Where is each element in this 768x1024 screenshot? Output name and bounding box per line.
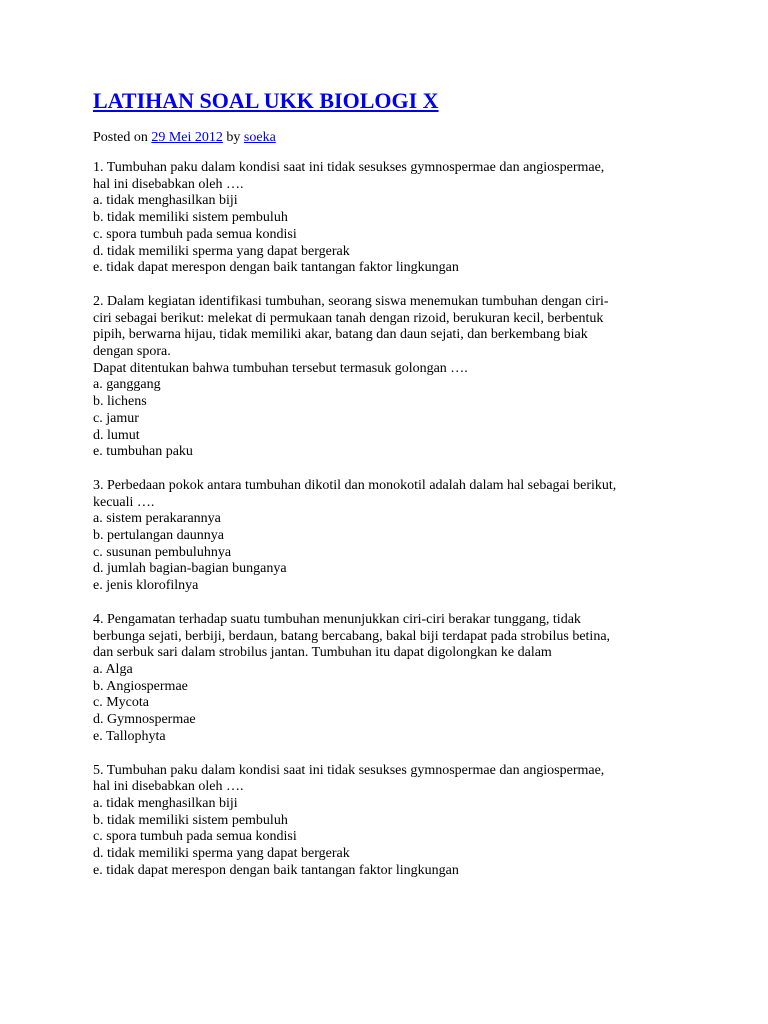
answer-option: a. Alga	[93, 661, 133, 677]
question-text: dengan spora.	[93, 344, 171, 360]
answer-option: b. lichens	[93, 394, 147, 410]
answer-option: b. tidak memiliki sistem pembuluh	[93, 812, 288, 828]
answer-option: b. Angiospermae	[93, 678, 188, 694]
answer-option: a. tidak menghasilkan biji	[93, 193, 238, 209]
answer-option: e. tumbuhan paku	[93, 444, 193, 460]
answer-option: a. tidak menghasilkan biji	[93, 795, 238, 811]
question-1	[93, 160, 683, 277]
answer-option: d. lumut	[93, 427, 140, 443]
question-text: pipih, berwarna hijau, tidak memiliki akar, batang dan daun sejati, dan berkembang biak	[93, 327, 588, 343]
answer-option: b. pertulangan daunnya	[93, 528, 225, 544]
answer-option: d. tidak memiliki sperma yang dapat bergerak	[93, 846, 350, 862]
post-meta	[93, 129, 683, 146]
question-text: hal ini disebabkan oleh ….	[93, 779, 244, 795]
answer-option: c. spora tumbuh pada semua kondisi	[93, 829, 297, 845]
answer-option: e. Tallophyta	[93, 728, 166, 744]
by-label: by	[226, 130, 241, 145]
answer-option: c. Mycota	[93, 695, 149, 711]
question-text: 5. Tumbuhan paku dalam kondisi saat ini tidak sesukses gymnospermae dan angiospermae,	[93, 762, 605, 778]
answer-option: b. tidak memiliki sistem pembuluh	[93, 210, 288, 226]
answer-option: c. spora tumbuh pada semua kondisi	[93, 226, 297, 242]
author-link[interactable]: soeka	[243, 130, 276, 145]
question-text: berbunga sejati, berbiji, berdaun, batang bercabang, bakal biji terdapat pada strobilus betina,	[93, 628, 611, 644]
document-page	[93, 86, 683, 879]
answer-option: d. Gymnospermae	[93, 712, 196, 728]
answer-option: d. tidak memiliki sperma yang dapat bergerak	[93, 243, 350, 259]
answer-option: c. susunan pembuluhnya	[93, 544, 232, 560]
post-title-link[interactable]: LATIHAN SOAL UKK BIOLOGI X	[93, 88, 439, 113]
post-date-link[interactable]: 29 Mei 2012	[151, 130, 223, 145]
question-3	[93, 478, 683, 595]
question-text: Dapat ditentukan bahwa tumbuhan tersebut termasuk golongan ….	[93, 360, 468, 376]
question-text: 2. Dalam kegiatan identifikasi tumbuhan, seorang siswa menemukan tumbuhan dengan ciri-	[93, 293, 609, 309]
answer-option: d. jumlah bagian-bagian bunganya	[93, 561, 287, 577]
question-2	[93, 294, 683, 461]
question-text: 4. Pengamatan terhadap suatu tumbuhan menunjukkan ciri-ciri berakar tunggang, tidak	[93, 611, 581, 627]
question-text: ciri sebagai berikut: melekat di permukaan tanah dengan rizoid, berukuran kecil, berbentuk	[93, 310, 604, 326]
question-text: kecuali ….	[93, 494, 155, 510]
answer-option: a. sistem perakarannya	[93, 511, 221, 527]
question-4	[93, 612, 683, 746]
question-text: 1. Tumbuhan paku dalam kondisi saat ini tidak sesukses gymnospermae dan angiospermae,	[93, 160, 605, 175]
question-text: 3. Perbedaan pokok antara tumbuhan dikotil dan monokotil adalah dalam hal sebagai berikut,	[93, 477, 617, 493]
answer-option: a. ganggang	[93, 377, 161, 393]
posted-on-label: Posted on	[93, 130, 148, 145]
question-text: dan serbuk sari dalam strobilus jantan. Tumbuhan itu dapat digolongkan ke dalam	[93, 645, 552, 661]
question-5	[93, 763, 683, 880]
answer-option: e. jenis klorofilnya	[93, 578, 199, 594]
question-text: hal ini disebabkan oleh ….	[93, 176, 244, 192]
answer-option: e. tidak dapat merespon dengan baik tantangan faktor lingkungan	[93, 260, 459, 276]
answer-option: c. jamur	[93, 410, 139, 426]
answer-option: e. tidak dapat merespon dengan baik tantangan faktor lingkungan	[93, 862, 459, 878]
